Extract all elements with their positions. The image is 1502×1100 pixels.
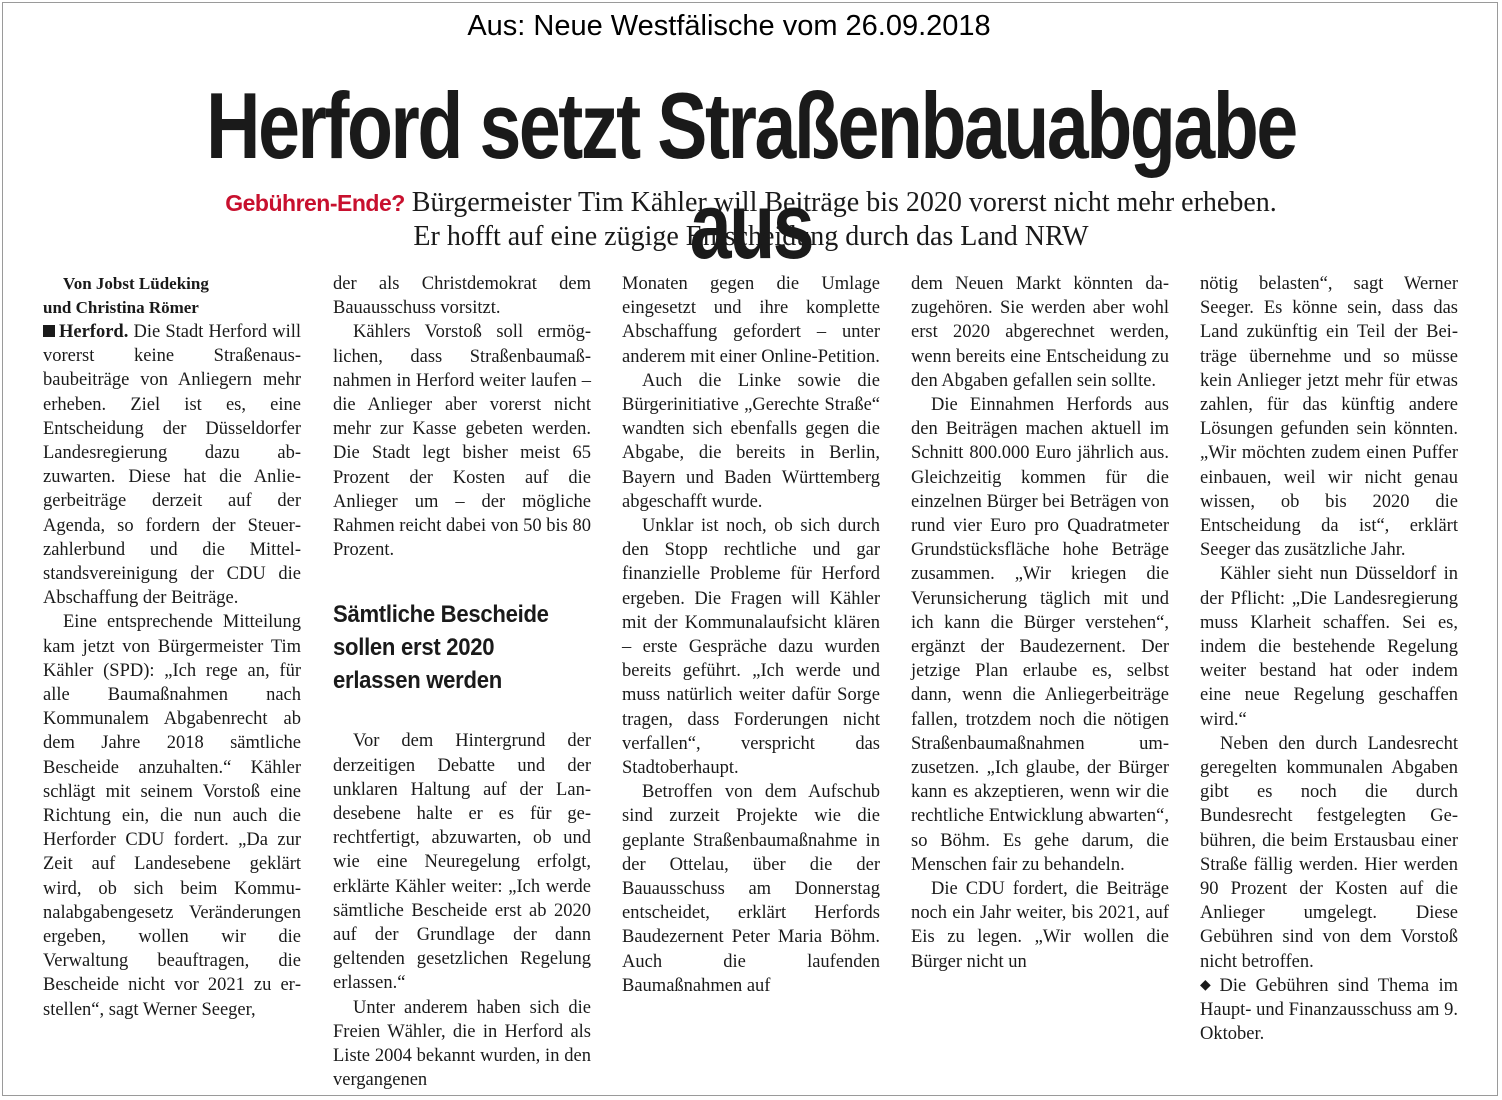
article-column-5 <box>1200 272 1458 1047</box>
paragraph: dem Neuen Markt könnten dazugehören. Sie werden aber wohl erst 2020 abgerechnet werden, wenn bereits eine Entscheidung zu den Abgaben gefallen sein sollte. <box>911 274 1169 391</box>
paragraph: Eine entsprechende Mitteilung kam jetzt von Bürgermeister Tim Kähler (SPD): „Ich rege an, für alle Baumaßnahmen nach Kommunalem Abgabenrecht ab dem Jahre 2018 sämtliche Bescheide anzuhalten.“ Kähler schlägt mit seinem Vorstoß eine Richtung ein, die nun auch die Herforder CDU fordert. „Da zur Zeit auf Landesebene geklärt wird, ob sich beim Kommunalabgabengesetz Veränderungen ergeben, wollen wir die Verwaltung beauftragen, die Bescheide nicht vor 2021 zu erstellen“, sagt Werner Seeger, <box>43 612 301 1020</box>
article-column-1 <box>43 272 301 1022</box>
article-subheading: Sämtliche Bescheide sollen erst 2020 erlassen werden <box>333 601 549 695</box>
source-line: Aus: Neue Westfälische vom 26.09.2018 <box>467 10 991 42</box>
article-subline <box>40 186 1462 254</box>
article-headline: Herford setzt Straßenbauabgabe aus <box>206 73 1296 278</box>
dateline: Herford. <box>59 322 129 342</box>
paragraph: Unklar ist noch, ob sich durch den Stopp rechtliche und gar finanzielle Probleme für Herford ergeben. Die Fragen will Kähler mit der Kommunalaufsicht klären – erste Gespräche dazu wurden bereits geführt. „Ich werde und muss natürlich weiter dafür Sorge tragen, dass Forderungen nicht verfallen“, verspricht das Stadtoberhaupt. <box>622 516 880 779</box>
lead-paragraph <box>43 320 301 610</box>
info-note <box>1200 974 1458 1047</box>
diamond-bullet-icon: ◆ <box>1200 977 1216 993</box>
paragraph: Vor dem Hintergrund der derzeitigen Debatte und der unklaren Haltung auf der Landesebene halte er es für gerechtfertigt, abzuwarten, ob und wie eine Neuregelung erfolgt, erklärte Kähler weiter: „Ich werde sämtliche Bescheide erst ab 2020 auf der Grundlage der dann geltenden gesetzlichen Regelung erlassen.“ <box>333 731 591 994</box>
paragraph: nötig belasten“, sagt Werner Seeger. Es könne sein, dass das Land zukünftig ein Teil der Beiträge übernehme und so müsse kein Anlieger jetzt mehr für etwas zahlen, für das künftig andere Lösungen gefunden sein könnten. „Wir möchten zudem einen Puffer einbauen, weil wir nicht genau wissen, ob bis 2020 die Entscheidung da ist“, erklärt Seeger das zusätzliche Jahr. <box>1200 274 1458 561</box>
dateline-square-icon <box>43 325 55 337</box>
byline <box>43 272 301 320</box>
subline-line-2: Er hofft auf eine zügige Entscheidung durch das Land NRW <box>413 221 1089 252</box>
paragraph: Neben den durch Landesrecht geregelten kommunalen Abgaben gibt es noch die durch Bundesrecht festgelegten Gebühren, die beim Erstausbau einer Straße fällig werden. Hier werden 90 Prozent der Kosten auf die Anlieger umgelegt. Diese Gebühren sind von dem Vorstoß nicht betroffen. <box>1200 733 1458 972</box>
article-column-3 <box>622 272 880 998</box>
paragraph: Monaten gegen die Umlage eingesetzt und ihre komplette Abschaffung gefordert – unter anderem mit einer Online-Petition. <box>622 274 880 367</box>
info-note-text: Die Gebühren sind Thema im Haupt- und Finanzausschuss am 9. Oktober. <box>1200 975 1458 1045</box>
paragraph: Die CDU fordert, die Beiträge noch ein Jahr weiter, bis 2021, auf Eis zu legen. „Wir wollen die Bürger nicht un <box>911 879 1169 972</box>
subline-text-1: Bürgermeister Tim Kähler will Beiträge bis 2020 vorerst nicht mehr erheben. <box>404 187 1277 218</box>
paragraph: Die Einnahmen Herfords aus den Beiträgen machen aktuell im Schnitt 800.000 Euro jährlich aus. Gleichzeitig kommen für die einzelnen Bürger bei Beträgen von rund vier Euro pro Quadratmeter Grundstücksfläche hohe Beträge zusammen. „Wir kriegen die Verunsicherung täglich mit und ich kann die Bürger verstehen“, ergänzt der Baudezernent. Der jetzige Plan erlaube es, selbst dann, wenn die Anliegerbeiträge fallen, trotzdem noch die nötigen Straßenbaumaßnahmen umzusetzen. „Ich glaube, der Bürger kann es akzeptieren, wenn wir die rechtliche Entwicklung abwarten“, so Böhm. Es gehe darum, die Menschen fair zu behandeln. <box>911 395 1169 875</box>
paragraph: Betroffen von dem Aufschub sind zurzeit Projekte wie die geplante Straßenbaumaßnahme in der Ottelau, über die der Bauausschuss am Donnerstag entscheidet, erklärt Herfords Baudezernent Peter Maria Böhm. Auch die laufenden Baumaßnahmen auf <box>622 782 880 996</box>
article-column-4 <box>911 272 1169 974</box>
article-column-2 <box>333 272 591 1092</box>
paragraph: Unter anderem haben sich die Freien Wähler, die in Herford als Liste 2004 bekannt wurden, in den vergangenen <box>333 997 591 1091</box>
paragraph: der als Christdemokrat dem Bauausschuss vorsitzt. <box>333 274 591 319</box>
paragraph: Kählers Vorstoß soll ermöglichen, dass Straßenbaumaßnahmen in Herford weiter laufen – die Anlieger aber vorerst nicht mehr zur Kasse gebeten werden. Die Stadt legt bisher meist 65 Prozent der Kosten auf die Anlieger um – der mögliche Rahmen reicht dabei von 50 bis 80 Prozent. <box>333 322 591 561</box>
paragraph: Kähler sieht nun Düsseldorf in der Pflicht: „Die Landesregierung muss Klarheit schaffen. Sei es, indem die bestehende Regelung weiter bestand hat oder indem eine neue Regelung geschaffen wird.“ <box>1200 564 1458 730</box>
byline-author-1: Von Jobst Lüdeking <box>63 274 209 293</box>
subline-kicker: Gebühren-Ende? <box>225 190 405 216</box>
paragraph: Auch die Linke sowie die Bürgerinitiative „Gerechte Straße“ wandten sich ebenfalls gegen die Abgabe, die bereits in Berlin, Bayern und Baden Württemberg abgeschafft wurde. <box>622 370 880 512</box>
lead-text: Die Stadt Herford will vorerst keine Straßenausbaubeiträge von Anliegern mehr erheben. Ziel ist es, eine Entscheidung der Düsseldorfer Landesregierung dazu abzuwarten. Diese hat die Anliegerbeiträge derzeit auf der Agenda, so fordern der Steuerzahlerbund und die Mittelstandsvereinigung der CDU die Abschaffung der Beiträge. <box>43 322 301 609</box>
byline-author-2: und Christina Römer <box>43 298 199 317</box>
subline-line-1 <box>40 186 1462 220</box>
